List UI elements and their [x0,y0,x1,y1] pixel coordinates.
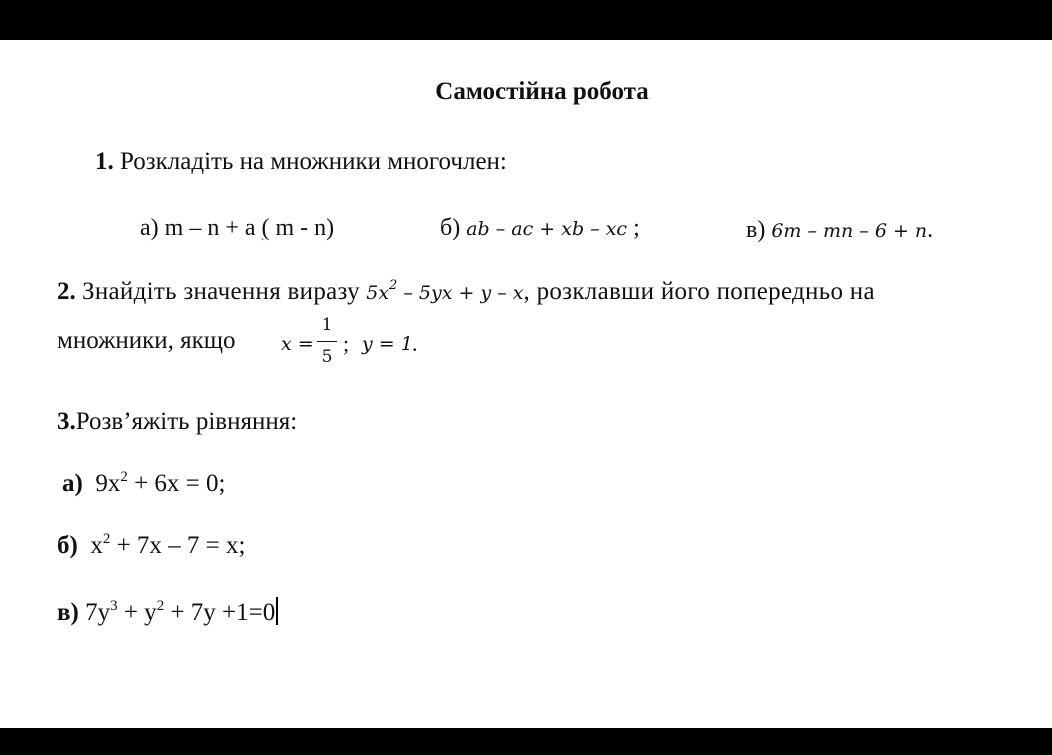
task1-option-b [440,215,640,242]
task2-expr-5x: 5x [366,282,390,304]
fraction-bar [317,341,337,342]
task2-x-eq: x = [281,333,314,355]
task1-a-expr-post: m - n) [269,215,335,241]
task2-line2-text: множники, якщо [57,327,236,354]
fraction-numerator: 1 [321,315,333,335]
task3-a-label: а) [62,470,83,497]
task2-expr-rest: – 5yx + y – x [397,282,524,304]
task3-equation-b [57,532,245,560]
task1-a-expr-pre: m – n + a [164,215,262,241]
task3-b-sup: 2 [102,531,111,547]
task3-c-sup1: 3 [110,598,118,614]
task1-option-c [746,217,933,244]
task2-separator: ; [343,331,350,356]
task3-b-p2: + 7x – 7 = x; [110,532,246,559]
task3-c-label: в) [57,599,79,626]
task3-c-p2: + y [117,599,157,626]
task1-c-label: в) [746,217,766,243]
task2-end: . [412,331,418,356]
task3-equation-c [57,597,278,627]
document-page [0,40,1052,728]
task2-line1 [57,278,875,306]
task3-c-p3: + 7y +1=0 [164,599,276,626]
task1-number: 1. [95,148,114,175]
task3-prompt: Розв’яжіть рівняння: [75,408,298,435]
task3-equation-a [62,470,225,498]
task2-y-eq: y = 1 [362,333,413,355]
task1-b-expr: ab – ac + xb – xc [466,218,628,240]
task1-b-tail: ; [633,215,640,241]
page-title: Самостійна робота [435,78,649,105]
task1-heading [95,148,507,176]
task1-prompt: Розкладіть на множники многочлен: [120,148,507,175]
task2-line2 [57,327,236,355]
task3-a-p2: + 6x = 0; [127,470,226,497]
task2-expr-sup: 2 [389,278,398,293]
task3-a-p1: 9x [95,470,121,497]
task2-number: 2. [57,278,76,305]
task3-number: 3. [57,408,76,435]
task3-b-label: б) [57,532,78,559]
task3-a-sup: 2 [120,469,128,485]
task1-c-tail: . [927,217,934,243]
task2-text1: Знайдіть значення виразу [82,278,360,305]
task3-heading [57,408,297,436]
task3-c-p1: 7y [85,599,111,626]
task1-option-a [140,215,334,242]
task2-text2: , розклавши його попередньо на [523,278,875,305]
task1-c-expr: 6m – mn – 6 + n [771,220,928,242]
task1-a-label: а) [140,215,159,241]
spellcheck-underline: ( [261,215,270,241]
task3-c-sup2: 2 [156,598,165,614]
fraction-denominator: 5 [321,347,333,367]
text-cursor [276,597,278,625]
task1-b-label: б) [440,215,461,241]
task3-b-p1: x [90,532,103,559]
